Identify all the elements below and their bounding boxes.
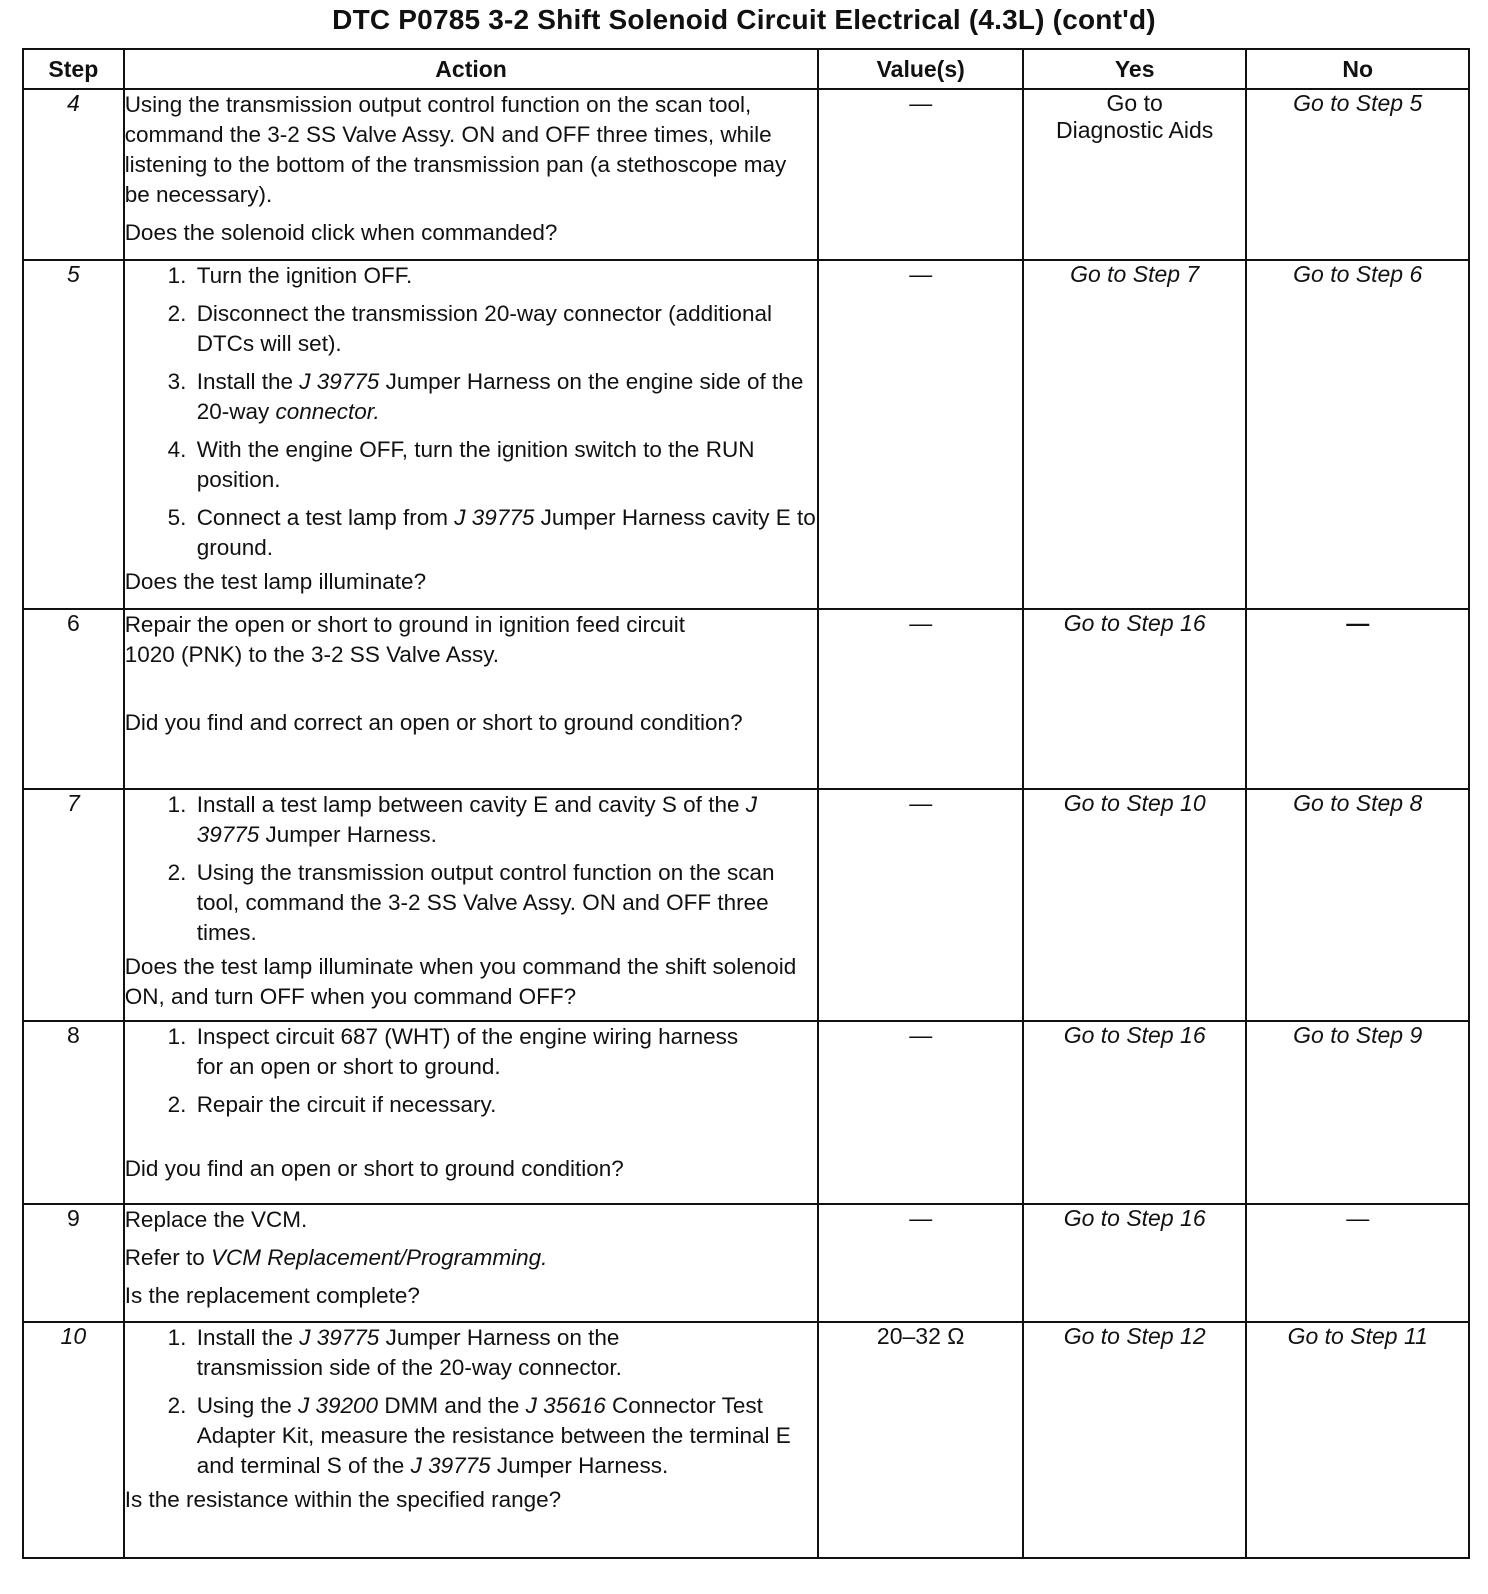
diagnostic-table	[22, 48, 1470, 1559]
action-list	[125, 261, 818, 563]
action-question: Did you find and correct an open or short to ground condition?	[124, 710, 743, 735]
action-cell	[124, 609, 819, 789]
tool-reference: J 39775	[299, 369, 380, 394]
action-cell	[124, 1322, 819, 1558]
yes-cell: Go to Step 12	[1023, 1322, 1247, 1558]
yes-text: Diagnostic Aids	[1056, 117, 1214, 143]
page-title: DTC P0785 3-2 Shift Solenoid Circuit Electrical (4.3L) (cont'd)	[332, 4, 1156, 35]
yes-cell: Go to Step 16	[1023, 1204, 1247, 1322]
action-cell	[124, 260, 819, 609]
table-row	[23, 260, 1469, 609]
header-no: No	[1246, 49, 1469, 89]
list-item: 2. Using the transmission output control function on the scan tool, command the 3-2 SS Valve Assy. ON and OFF three times.	[193, 858, 818, 948]
list-item: 2. Repair the circuit if necessary.	[193, 1090, 748, 1120]
no-cell: Go to Step 5	[1246, 89, 1469, 260]
action-question: Does the test lamp illuminate?	[124, 569, 427, 594]
action-reference: Refer to VCM Replacement/Programming.	[124, 1245, 548, 1270]
action-list	[125, 1022, 818, 1120]
action-text: Repair the open or short to ground in ignition feed circuit 1020 (PNK) to the 3-2 SS Valve Assy.	[124, 612, 686, 667]
table-row	[23, 1322, 1469, 1558]
tool-reference: J 39775	[454, 505, 535, 530]
list-item: 1. Turn the ignition OFF.	[193, 261, 818, 291]
yes-cell	[1023, 89, 1247, 260]
no-cell: —	[1246, 609, 1469, 789]
no-cell: Go to Step 9	[1246, 1021, 1469, 1204]
action-question: Does the solenoid click when commanded?	[124, 220, 558, 245]
tool-reference: J 39200	[298, 1393, 379, 1418]
header-step: Step	[23, 49, 124, 89]
value-cell: —	[818, 609, 1022, 789]
value-cell: —	[818, 1021, 1022, 1204]
value-cell: —	[818, 789, 1022, 1021]
no-cell: Go to Step 11	[1246, 1322, 1469, 1558]
connector-reference: connector.	[275, 399, 380, 424]
table-row	[23, 1021, 1469, 1204]
step-number: 5	[23, 260, 124, 609]
value-cell: —	[818, 1204, 1022, 1322]
list-item: 4. With the engine OFF, turn the ignition switch to the RUN position.	[193, 435, 818, 495]
action-list	[125, 1323, 818, 1481]
table-row	[23, 1204, 1469, 1322]
list-item: 1. Install a test lamp between cavity E and cavity S of the J 39775 Jumper Harness.	[193, 790, 818, 850]
value-cell: —	[818, 89, 1022, 260]
header-values: Value(s)	[818, 49, 1022, 89]
action-question: Is the replacement complete?	[124, 1283, 420, 1308]
action-text: Using the transmission output control function on the scan tool, command the 3-2 SS Valve Assy. ON and OFF three times, while listening to the bottom of the transmission pan (a stethoscope may be necessary).	[124, 92, 787, 207]
procedure-reference: VCM Replacement/Programming.	[210, 1245, 548, 1270]
tool-reference: J 39775	[299, 1325, 380, 1350]
yes-cell: Go to Step 7	[1023, 260, 1247, 609]
action-cell	[124, 1204, 819, 1322]
step-number: 4	[23, 89, 124, 260]
table-row	[23, 609, 1469, 789]
step-number: 8	[23, 1021, 124, 1204]
list-item: 3. Install the J 39775 Jumper Harness on the engine side of the 20-way connector.	[193, 367, 818, 427]
value-cell: —	[818, 260, 1022, 609]
value-cell: 20–32 Ω	[818, 1322, 1022, 1558]
table-row	[23, 789, 1469, 1021]
yes-text: Go to	[1106, 90, 1163, 116]
tool-reference: J 39775	[410, 1453, 491, 1478]
action-question: Does the test lamp illuminate when you command the shift solenoid ON, and turn OFF when you command OFF?	[124, 954, 797, 1009]
action-cell	[124, 1021, 819, 1204]
yes-cell: Go to Step 10	[1023, 789, 1247, 1021]
no-cell: —	[1246, 1204, 1469, 1322]
action-question: Is the resistance within the specified range?	[124, 1487, 562, 1512]
action-list	[125, 790, 818, 948]
action-question: Did you find an open or short to ground condition?	[124, 1156, 624, 1181]
yes-cell: Go to Step 16	[1023, 1021, 1247, 1204]
step-number: 7	[23, 789, 124, 1021]
action-text: Replace the VCM.	[124, 1207, 308, 1232]
list-item: 2. Using the J 39200 DMM and the J 35616 Connector Test Adapter Kit, measure the resistance between the terminal E and terminal S of the J 39775 Jumper Harness.	[193, 1391, 818, 1481]
list-item: 1. Install the J 39775 Jumper Harness on the transmission side of the 20-way connector.	[193, 1323, 818, 1383]
action-cell	[124, 789, 819, 1021]
table-header-row	[23, 49, 1469, 89]
action-cell	[124, 89, 819, 260]
header-action: Action	[124, 49, 819, 89]
no-cell: Go to Step 8	[1246, 789, 1469, 1021]
no-cell: Go to Step 6	[1246, 260, 1469, 609]
list-item: 1. Inspect circuit 687 (WHT) of the engine wiring harness for an open or short to ground.	[193, 1022, 748, 1082]
header-yes: Yes	[1023, 49, 1247, 89]
list-item: 2. Disconnect the transmission 20-way connector (additional DTCs will set).	[193, 299, 818, 359]
step-number: 9	[23, 1204, 124, 1322]
tool-reference: J 35616	[525, 1393, 606, 1418]
step-number: 6	[23, 609, 124, 789]
list-item: 5. Connect a test lamp from J 39775 Jumper Harness cavity E to ground.	[193, 503, 818, 563]
step-number: 10	[23, 1322, 124, 1558]
tool-reference: J 39775	[196, 792, 757, 847]
table-row	[23, 89, 1469, 260]
yes-cell: Go to Step 16	[1023, 609, 1247, 789]
